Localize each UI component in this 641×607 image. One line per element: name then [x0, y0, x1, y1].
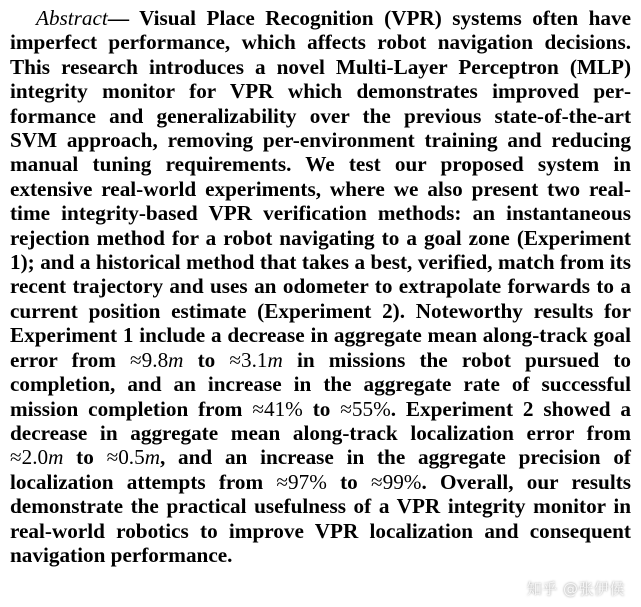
- math-unit-2: m: [267, 347, 283, 372]
- abstract-text-2: to: [183, 347, 230, 372]
- math-unit-6: m: [144, 445, 161, 470]
- abstract-text-9: . Overall, our results demonstrate the practical usefulness of a VPR integrity monitor in real-world robotics to improve VPR localization and consequent navigation performance.: [10, 469, 632, 567]
- math-number-1: ≈9.8: [130, 347, 169, 372]
- abstract-text-8: to: [326, 469, 371, 494]
- math-value-7: ≈97%: [276, 469, 327, 494]
- abstract-dash: —: [107, 6, 140, 30]
- abstract-label: Abstract: [36, 6, 108, 30]
- math-number-6: ≈0.5: [106, 445, 145, 470]
- math-value-5: [10, 445, 63, 469]
- abstract-text-1: Visual Place Recognition (VPR) systems often have imperfect performance, which affects robot navigation decisions. This research introduces a novel Multi-Layer Perceptron (MLP) integrity monitor for VPR which demonstrates improved performance and generalizability over the previous state-of-the-art SVM approach, removing per-environment training and reducing manual tuning requirements. We test our proposed system in extensive real-world experiments, where we also present two real-time integrity-based VPR verification methods: an instantaneous rejection method for a robot navigating to a goal zone (Experiment 1); and a historical method that takes a best, verified, match from its recent trajectory and uses an odometer to extrapolate forwards to a current position estimate (Experiment 2). Noteworthy results for Experiment 1 include a decrease in aggregate mean along-track goal error from: [10, 6, 631, 372]
- math-number-5: ≈2.0: [10, 445, 49, 470]
- abstract-paragraph: [10, 6, 631, 567]
- math-value-1: [130, 348, 183, 372]
- math-value-4: ≈55%: [340, 396, 391, 421]
- math-unit-5: m: [48, 445, 64, 470]
- math-value-3: ≈41%: [252, 396, 303, 421]
- abstract-text-6: to: [63, 445, 107, 470]
- watermark: 知乎 @张伊侯: [526, 580, 625, 598]
- math-value-8: ≈99%: [370, 469, 422, 494]
- abstract-text-3: in missions the robot pursued to completion, and an increase in the aggregate rate of successful mission completion from: [10, 347, 631, 421]
- math-number-2: ≈3.1: [229, 347, 268, 372]
- math-value-2: [229, 348, 282, 372]
- math-unit-1: m: [168, 347, 184, 372]
- math-value-6: [107, 445, 160, 469]
- abstract-text-4: to: [302, 396, 341, 421]
- abstract-text-5: . Experiment 2 showed a decrease in aggregate mean along-track localization error from: [10, 396, 632, 445]
- abstract-text-7: , and an increase in the aggregate precision of localization attempts from: [10, 445, 631, 494]
